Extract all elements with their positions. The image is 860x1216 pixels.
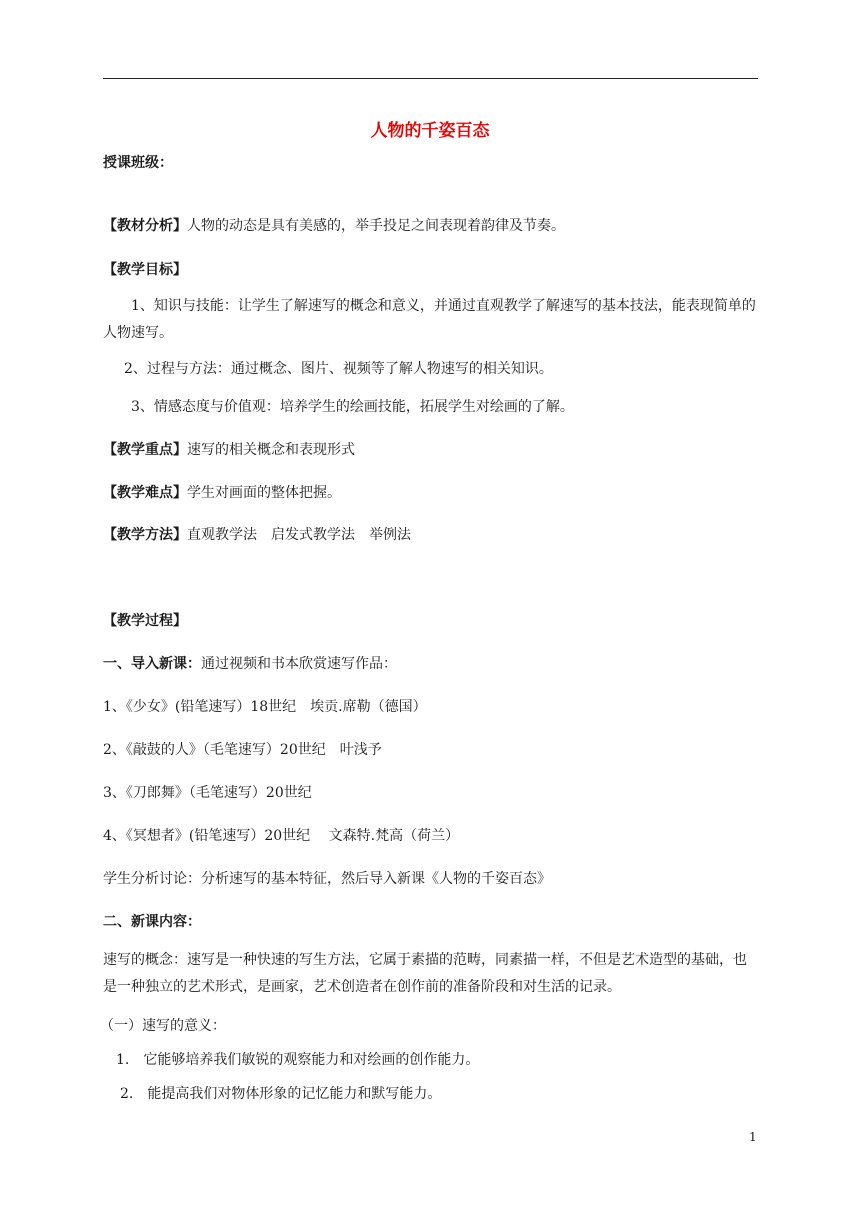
analysis-label: 【教材分析】: [103, 218, 187, 234]
method-text: 直观教学法 启发式教学法 举例法: [187, 527, 411, 543]
goal-2: 2、过程与方法：通过概念、图片、视频等了解人物速写的相关知识。: [124, 361, 553, 377]
concept-paragraph: 速写的概念：速写是一种快速的写生方法，它属于素描的范畴，同素描一样，不但是艺术造型的基础，也是一种独立的艺术形式，是画家，艺术创造者在创作前的准备阶段和对生活的记录。: [103, 952, 747, 995]
discussion-text: 学生分析讨论：分析速写的基本特征，然后导入新课《人物的千姿百态》: [103, 871, 551, 887]
work-item: 4、《冥想者》(铅笔速写）20世纪 文森特.梵高（荷兰）: [103, 828, 460, 844]
goals-label: 【教学目标】: [103, 262, 187, 278]
analysis-text: 人物的动态是具有美感的，举手投足之间表现着韵律及节奏。: [187, 218, 565, 234]
document-title: 人物的千姿百态: [370, 121, 490, 141]
method-line: [103, 525, 411, 545]
intro-line: [103, 654, 397, 674]
new-content-label: 二、新课内容：: [103, 914, 201, 930]
intro-text: 通过视频和书本欣赏速写作品：: [201, 656, 397, 672]
intro-label: 一、导入新课：: [103, 656, 201, 672]
process-label: 【教学过程】: [103, 613, 187, 629]
work-item: 2、《敲鼓的人》（毛笔速写）20世纪 叶浅予: [103, 742, 382, 758]
work-item: 1、《少女》(铅笔速写）18世纪 埃贡.席勒（德国）: [103, 699, 427, 715]
header-rule: [103, 78, 758, 79]
meaning-item-1: 1. 它能够培养我们敏锐的观察能力和对绘画的创作能力。: [116, 1052, 480, 1068]
difficulty-line: [103, 483, 341, 503]
method-label: 【教学方法】: [103, 527, 187, 543]
goal-1: 1、知识与技能：让学生了解速写的概念和意义，并通过直观教学了解速写的基本技法，能表现简单的人物速写。: [103, 298, 756, 341]
difficulty-label: 【教学难点】: [103, 485, 187, 501]
goal-3: 3、情感态度与价值观：培养学生的绘画技能，拓展学生对绘画的了解。: [131, 399, 574, 415]
analysis-line: [103, 216, 565, 236]
page-number: 1: [749, 1130, 757, 1144]
meaning-item-2: 2. 能提高我们对物体形象的记忆能力和默写能力。: [120, 1086, 442, 1102]
class-label: 授课班级：: [103, 155, 173, 171]
key-point-label: 【教学重点】: [103, 442, 187, 458]
difficulty-text: 学生对画面的整体把握。: [187, 485, 341, 501]
key-point-line: [103, 440, 355, 460]
key-point-text: 速写的相关概念和表现形式: [187, 442, 355, 458]
work-item: 3、《刀郎舞》（毛笔速写）20世纪: [103, 785, 312, 801]
meaning-label: （一）速写的意义：: [100, 1018, 226, 1034]
